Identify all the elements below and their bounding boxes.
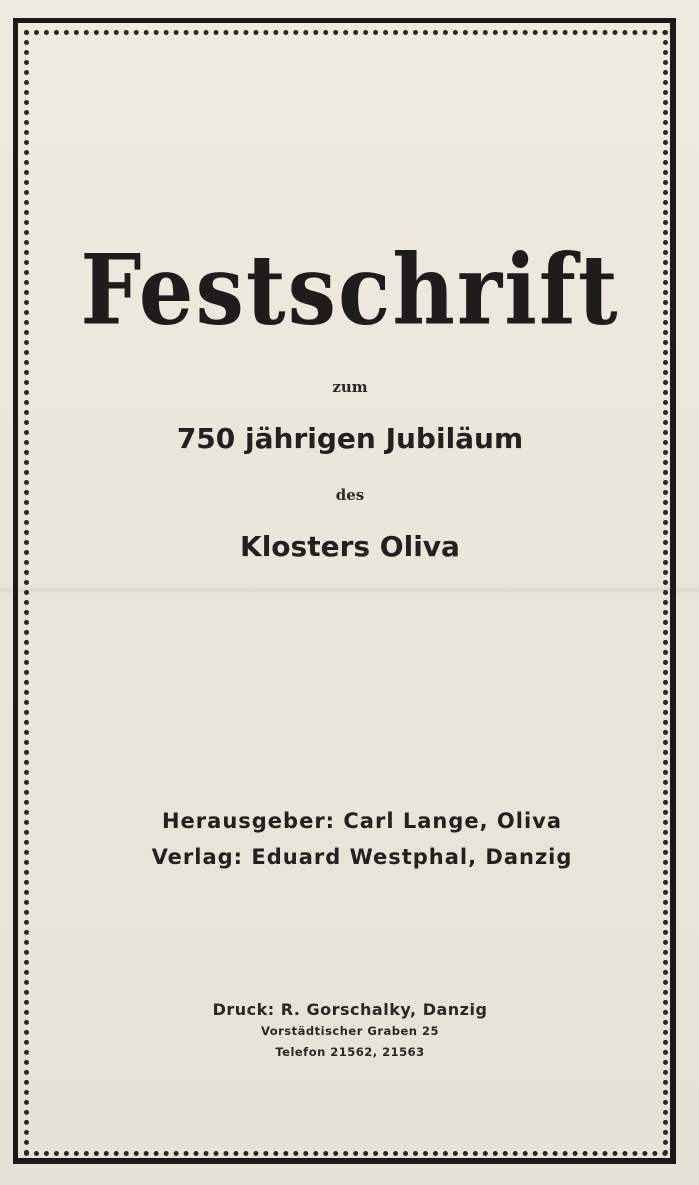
printer-telephone: Telefon 21562, 21563 xyxy=(275,1045,425,1059)
preposition-zum: zum xyxy=(332,378,368,396)
document-title: Festschrift xyxy=(80,233,620,348)
monastery-name: Klosters Oliva xyxy=(240,530,460,563)
publisher-line: Verlag: Eduard Westphal, Danzig xyxy=(151,845,573,869)
printer-address: Vorstädtischer Graben 25 xyxy=(260,1024,440,1038)
dotted-border xyxy=(24,30,668,1156)
article-des: des xyxy=(335,486,365,504)
anniversary-line: 750 jährigen Jubiläum xyxy=(176,422,524,455)
editor-line: Herausgeber: Carl Lange, Oliva xyxy=(161,809,563,833)
printer-name: Druck: R. Gorschalky, Danzig xyxy=(212,1000,488,1019)
